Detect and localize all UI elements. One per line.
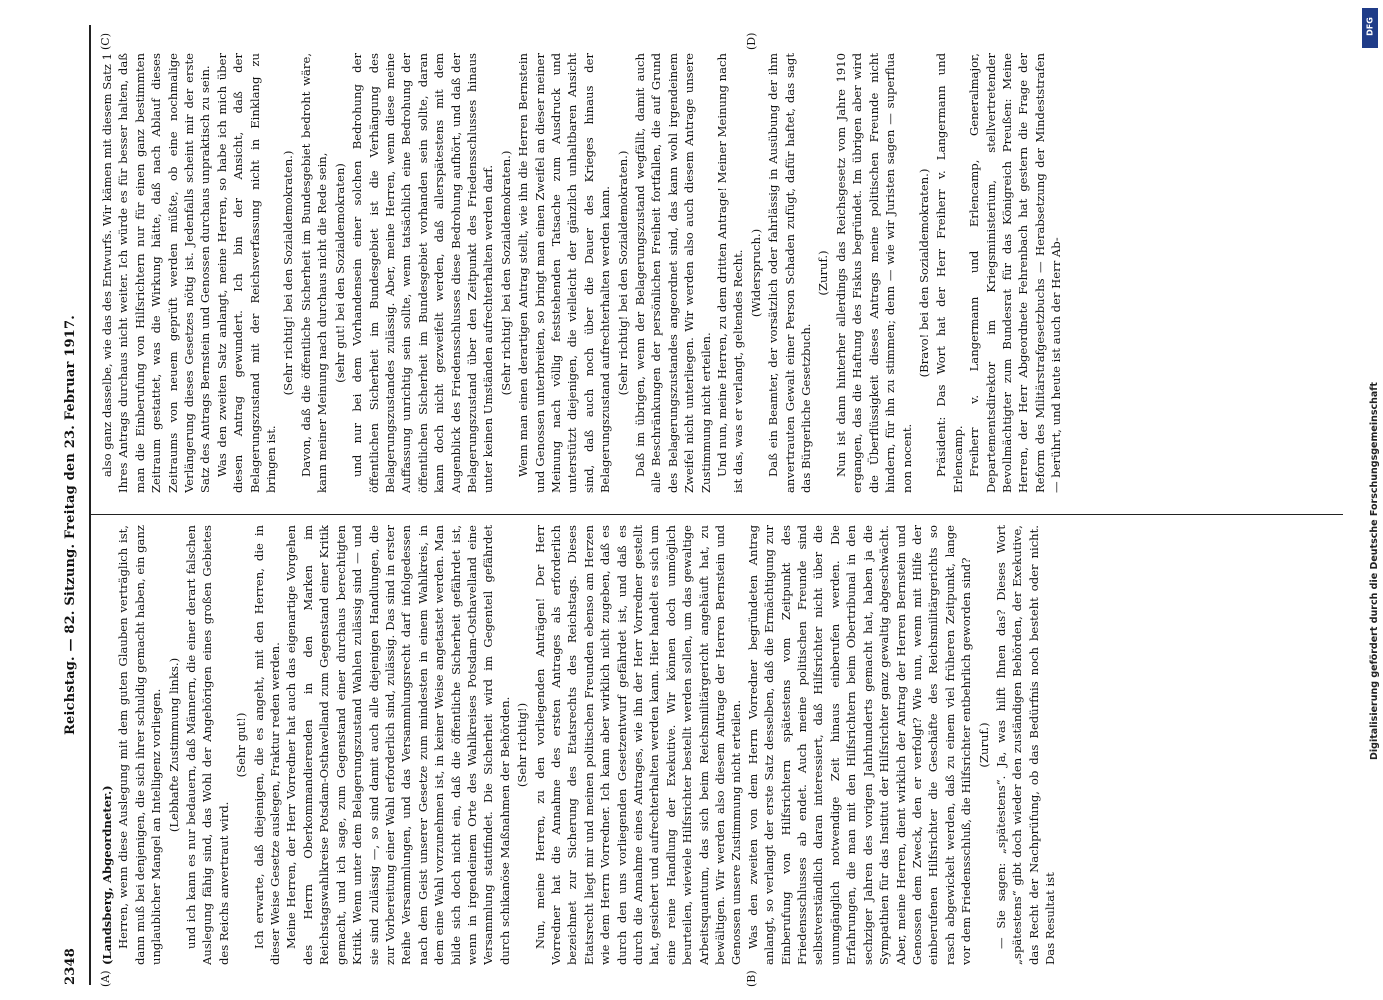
right-column-reaction: (Sehr richtig! bei den Sozialdemokraten.) <box>615 150 630 396</box>
right-column-reaction: (Widerspruch.) <box>748 228 763 318</box>
left-column <box>99 525 1339 965</box>
left-column-reaction: (Lebhafte Zustimmung links.) <box>166 657 181 833</box>
right-column-paragraph: Wenn man einen derartigen Antrag stellt, wie ihn die Herren Bernstein und Genossen unterbreiten, so bringt man einen Zweifel an dieser meiner Meinung nach völlig feststehenden Tatsache zum Ausdruck und unterstützt diejenigen, die vielleicht der gänzlich unhaltbaren Ansicht sind, daß auch noch über die Dauer des Krieges hinaus der Belagerungszustand aufrechterhalten werden kann. <box>516 53 613 493</box>
right-column-paragraph: Freiherr v. Langermann und Erlencamp, Generalmajor, Departementsdirektor im Kriegsministerium, stellvertretender Bevollmächtigter zum Bundesrat für das Königreich Preußen: Meine Herren, der Herr Abgeordnete Fehrenbach hat gestern die Frage der Reform des Militärstrafgesetzbuchs — Herabsetzung der Mindeststrafen — berührt, und heute ist auch der Herr Ab- <box>967 53 1064 493</box>
right-column-reaction: (Sehr richtig! bei den Sozialdemokraten.) <box>498 150 513 396</box>
left-column-paragraph: Meine Herren, der Herr Vorredner hat auch das eigenartige Vorgehen des Herrn Oberkommandierenden in den Marken im Reichstagswahlkreise Potsdam-Osthavelland zum Gegenstand einer Kritik gemacht, und ich sage, zum Gegenstand einer durchaus berechtigten Kritik. Wenn unter dem Belagerungszustand Wahlen zulässig sind — und sie sind zulässig —, so sind damit auch alle diejenigen Handlungen, die zur Vorbereitung einer Wahl erforderlich sind, zulässig. Das sind in erster Reihe Versammlungen, und das Versammlungsrecht darf infolgedessen nach dem Geist unserer Gesetze zum mindesten in einem Wahlkreis, in dem eine Wahl vorzunehmen ist, in keiner Weise angetastet werden. Man bilde sich doch nicht ein, daß die öffentliche Sicherheit gefährdet ist, wenn in irgendeinem Orte des Wahlkreises Potsdam-Osthavelland eine Versammlung stattfindet. Die Sicherheit wird im Gegenteil gefährdet durch schikanöse Maßnahmen der Behörden. <box>284 525 512 965</box>
left-column-paragraph: Ich erwarte, daß diejenigen, die es angeht, mit den Herren, die in dieser Weise Gesetze auslegen, Fraktur reden werden. <box>251 525 283 965</box>
right-column <box>99 53 1339 493</box>
left-column-paragraph: — Sie sagen: „spätestens“. Ja, was hilft Ihnen das? Dieses Wort „spätestens“ gibt doch wieder den zuständigen Behörden, der Exekutive, das Recht der Nachprüfung, ob das Bedürfnis noch besteht oder nicht. Das Resultat ist <box>993 525 1058 965</box>
left-column-reaction: (Zuruf.) <box>976 722 991 768</box>
right-column-paragraph: Daß im übrigen, wenn der Belagerungszustand wegfällt, damit auch alle Beschränkungen der persönlichen Freiheit fortfallen, die auf Grund des Belagerungszustandes angeordnet sind, das kann wohl irgendeinem Zweifel nicht unterliegen. Wir werden also auch diesem Antrage unsere Zustimmung nicht erteilen. <box>633 53 713 493</box>
right-column-paragraph: Daß ein Beamter, der vorsätzlich oder fahrlässig in Ausübung der ihm anvertrauten Gewalt einer Person Schaden zufügt, dafür haftet, das sagt das Bürgerliche Gesetzbuch. <box>766 53 814 493</box>
right-column-paragraph: also ganz dasselbe, wie das des Entwurfs. Wir kämen mit diesem Satz 1 Ihres Antrags durchaus nicht weiter. Ich würde es für besser halten, daß man die Einberufung von Hilfsrichtern nur für einen ganz bestimmten Zeitraum gestattet, was die Wirkung hätte, daß nach Ablauf dieses Zeitraums von neuem geprüft werden müßte, ob eine nochmalige Verlängerung dieses Gesetzes nötig ist. Jedenfalls scheint mir der erste Satz des Antrags Bernstein und Genossen durchaus unpraktisch zu sein. <box>100 53 213 493</box>
right-column-reaction: (Sehr richtig! bei den Sozialdemokraten.) <box>281 150 296 396</box>
right-column-reaction: (sehr gut! bei den Sozialdemokraten) <box>332 163 347 383</box>
right-column-reaction: (Zuruf.) <box>816 250 831 296</box>
right-column-paragraph: Was den zweiten Satz anlangt, meine Herren, so habe ich mich über diesen Antrag gewundert. Ich bin der Ansicht, daß der Belagerungszustand mit der Reichsverfassung nicht in Einklang zu bringen ist. <box>214 53 279 493</box>
left-column-speaker-line: (Landsberg, Abgeordneter.) <box>100 785 114 965</box>
right-column-paragraph: Davon, daß die öffentliche Sicherheit im Bundesgebiet bedroht wäre, kann meiner Meinung nach durchaus nicht die Rede sein, <box>298 53 330 493</box>
page-header <box>63 25 85 985</box>
right-column-paragraph: Nun ist dann hinterher allerdings das Reichsgesetz vom Jahre 1910 ergangen, das die Haftung des Fiskus begründet. Im übrigen aber wird die Überflüssigkeit dieses Antrags meine politischen Freunde nicht hindern, für ihn zu stimmen; denn — wie wir Juristen sagen — superflua non nocent. <box>833 53 914 493</box>
right-column-paragraph: und nur bei dem Vorhandensein einer solchen Bedrohung der öffentlichen Sicherheit im Bundesgebiet ist die Verhängung des Belagerungszustandes zulässig. Aber, meine Herren, wenn diese meine Auffassung unrichtig sein sollte, wenn tatsächlich eine Bedrohung der öffentlichen Sicherheit im Bundesgebiet vorhanden sein sollte, daran kann doch nicht gezweifelt werden, daß allerspätestens mit dem Augenblick des Friedensschlusses diese Bedrohung aufhört, und daß der Belagerungszustand über den Zeitpunkt des Friedensschlusses hinaus unter keinen Umständen aufrechterhalten werden darf. <box>350 53 496 493</box>
margin-mark-d: (D) <box>745 32 758 50</box>
margin-mark-b: (B) <box>745 970 758 987</box>
left-column-paragraph: Nun, meine Herren, zu den vorliegenden Anträgen! Der Herr Vorredner hat die Annahme des ersten Antrages als erforderlich bezeichnet zur Sicherung des Etatsrechts des Reichstags. Dieses Etatsrecht liegt mir und meinen politischen Freunden ebenso am Herzen wie dem Herrn Vorredner. Ich kann aber wirklich nicht zugeben, daß es durch den uns vorliegenden Gesetzentwurf gefährdet ist, und daß es durch die Annahme eines Antrages, wie ihn der Herr Vorredner gestellt hat, gesichert und aufrechterhalten werden kann. Hier handelt es sich um eine reine Handlung der Exekutive. Wir können doch unmöglich beurteilen, wieviele Hilfsrichter bestellt werden sollen, um das gewaltige Arbeitsquantum, das sich beim Reichsmilitärgericht angehäuft hat, zu bewältigen. Wir werden also diesem Antrage der Herren Bernstein und Genossen unsere Zustimmung nicht erteilen. <box>532 525 744 965</box>
column-divider <box>91 514 1343 515</box>
rotated-newspaper-page <box>55 25 1345 985</box>
page-title: Reichstag. — 82. Sitzung. Freitag den 23. Februar 1917. <box>63 315 78 735</box>
left-column-reaction: (Sehr richtig!) <box>515 702 530 788</box>
margin-mark-a: (A) <box>99 970 112 987</box>
left-column-paragraph: Was den zweiten von dem Herrn Vorredner begründeten Antrag anlangt, so verlangt der erste Satz desselben, daß die Ermächtigung zur Einberufung von Hilfsrichtern spätestens vom Zeitpunkt des Friedensschlusses ab endet. Auch meine politischen Freunde sind selbstverständlich daran interessiert, daß Hilfsrichter nicht über die unumgänglich notwendige Zeit hinaus einberufen werden. Die Erfahrungen, die man mit den Hilfsrichtern beim Obertribunal in den sechziger Jahren des vorigen Jahrhunderts gemacht hat, haben ja die Sympathien für das Institut der Hilfsrichter ganz gewaltig abgeschwächt. Aber, meine Herren, dient wirklich der Antrag der Herren Bernstein und Genossen dem Zweck, den er verfolgt? Wie nun, wenn mit Hilfe der einberufenen Hilfsrichter die Geschäfte des Reichsmilitärgerichts so rasch abgewickelt werden, daß zu einem viel früheren Zeitpunkt, lange vor dem Friedensschluß, die Hilfsrichter entbehrlich geworden sind? <box>745 525 974 965</box>
digitization-credit: Digitalisierung gefördert durch die Deutsche Forschungsgemeinschaft <box>1369 382 1380 760</box>
header-rule <box>89 25 91 985</box>
right-column-reaction: (Bravo! bei den Sozialdemokraten.) <box>916 168 931 378</box>
page-number: 2348 <box>63 948 78 985</box>
left-column-paragraph: Herren, wenn diese Auslegung mit dem guten Glauben verträglich ist, dann muß bei denjenigen, die sich ihrer schuldig gemacht haben, ein ganz unglaublicher Mangel an Intelligenz vorliegen. <box>116 525 164 965</box>
right-column-paragraph: Und nun, meine Herren, zu dem dritten Antrage! Meiner Meinung nach ist das, was er verlangt, geltendes Recht. <box>715 53 746 493</box>
left-column-paragraph: und ich kann es nur bedauern, daß Männern, die einer derart falschen Auslegung fähig sind, das Wohl der Angehörigen eines großen Gebietes des Reichs anvertraut wird. <box>184 525 231 965</box>
left-column-reaction: (Sehr gut!) <box>234 712 249 778</box>
dfg-logo: DFG <box>1362 8 1378 48</box>
right-column-paragraph: Präsident: Das Wort hat der Herr Freiherr v. Langermann und Erlencamp. <box>934 53 965 493</box>
margin-mark-c: (C) <box>99 33 112 50</box>
